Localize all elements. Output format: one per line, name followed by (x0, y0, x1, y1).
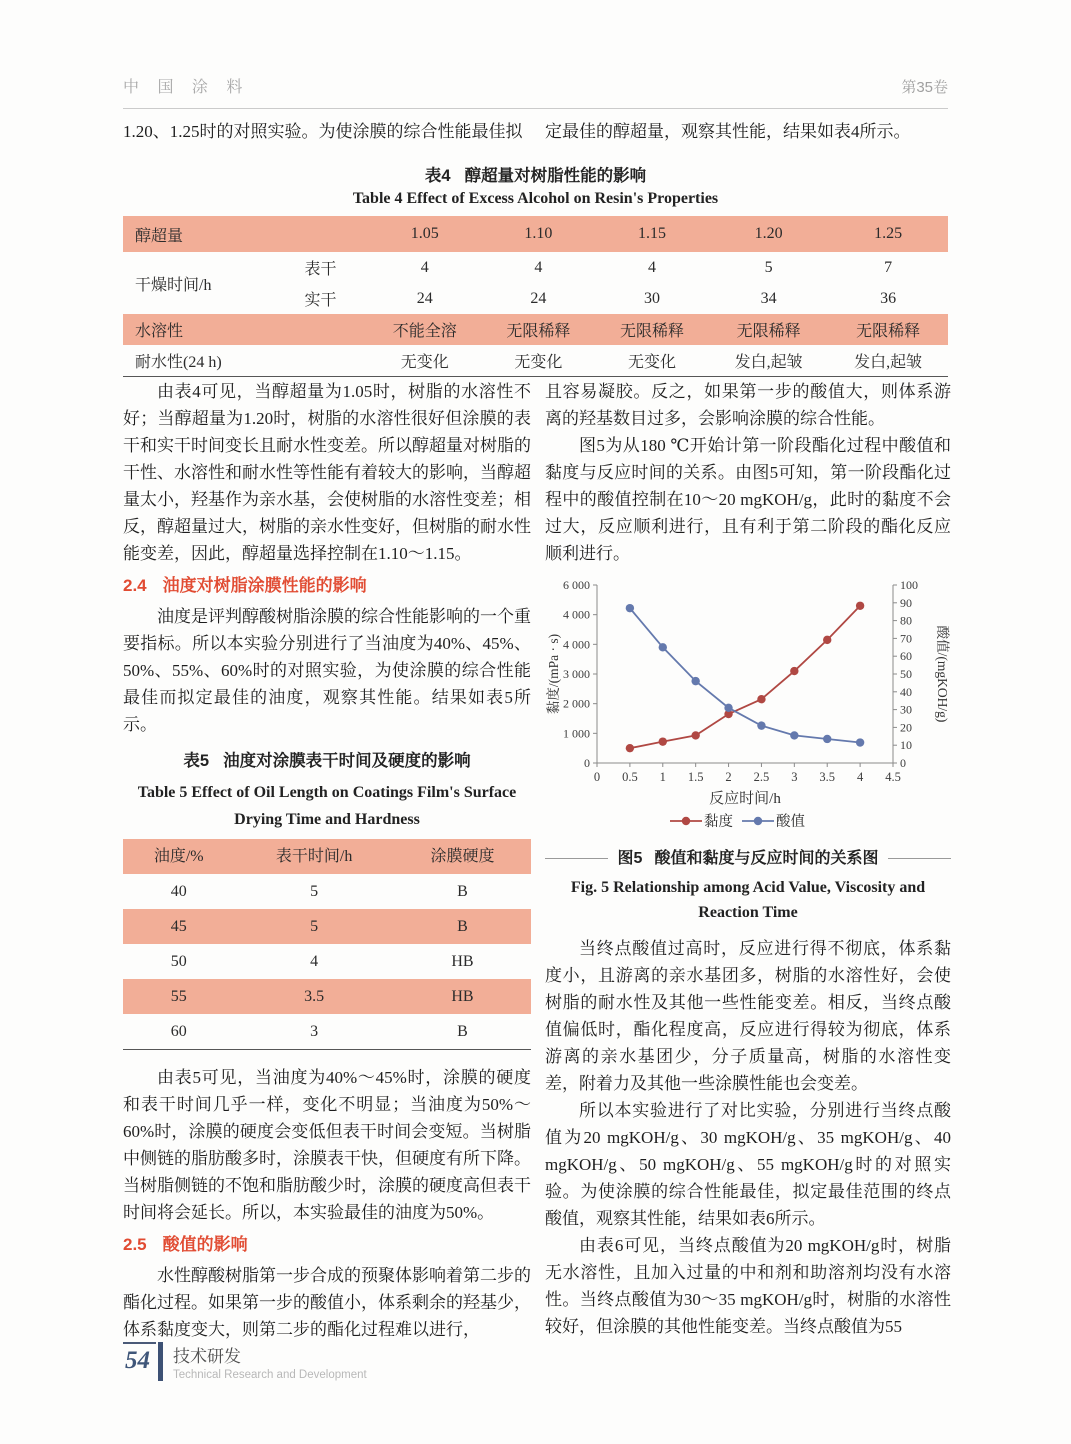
table4-row-label: 水溶性 (135, 323, 184, 340)
table4-header-value: 1.25 (874, 225, 903, 242)
table4-number: 表4 (424, 167, 451, 185)
table4-row-label: 耐水性(24 h) (123, 345, 368, 377)
y-tick-label: 3 000 (563, 667, 590, 681)
y-axis-title-left: 黏度/(mPa · s) (546, 633, 561, 715)
paragraph: 图5为从180 ℃开始计第一阶段酯化过程中酸值和黏度与反应时间的关系。由图5可知，第一阶段酯化过程中的酸值控制在10～20 mgKOH/g，此时的黏度不会过大，反应顺利进行，且有利于第二阶段的酯化反应顺利进行。 (545, 436, 951, 563)
section-heading-2-4 (123, 572, 531, 599)
table4-cell: 5 (764, 258, 773, 276)
table4-title-text: 醇超量对树脂性能的影响 (464, 167, 647, 185)
table4-title-en: Table 4 Effect of Excess Alcohol on Resin's Properties (352, 190, 719, 207)
paragraph: 且容易凝胶。反之，如果第一步的酸值大，则体系游离的羟基数目过多，会影响涂膜的综合性能。 (545, 382, 951, 428)
body-line-right: 定最佳的醇超量，观察其性能，结果如表4所示。 (545, 122, 911, 141)
data-point (659, 737, 667, 745)
table5-cell: 4 (310, 953, 319, 970)
table4-row-water-resistance (123, 345, 948, 377)
table4-cell: 无变化 (368, 345, 482, 377)
table4-cell: 7 (884, 258, 893, 276)
table5-title-cn (123, 748, 531, 775)
data-point (757, 695, 765, 703)
table5-cell: 40 (170, 883, 187, 900)
footer-section (173, 1342, 367, 1381)
table5-cell: B (457, 883, 468, 900)
paragraph: 由表5可见，当油度为40%～45%时，涂膜的硬度和表干时间几乎一样，变化不明显；当油度为50%～60%时，涂膜的硬度会变低但表干时间会变短。当树脂中侧链的脂肪酸多时，涂膜表干快，但硬度有所下降。当树脂侧链的不饱和脂肪酸少时，涂膜的硬度高但表干时间将会延长。所以，本实验最佳的油度为50%。 (123, 1068, 531, 1222)
footer-divider (158, 1342, 163, 1381)
table4-row-surface-dry (123, 252, 948, 283)
data-point (823, 735, 831, 743)
paragraph: 由表6可见，当终点酸值为20 mgKOH/g时，树脂无水溶性，且加入过量的中和剂和助溶剂均没有水溶性。当终点酸值为30～35 mgKOH/g时，树脂的水溶性较好，但涂膜的其他性能变差。当终点酸值为55 (545, 1236, 951, 1336)
series-line-viscosity (630, 606, 860, 748)
data-point (856, 738, 864, 746)
data-point (823, 636, 831, 644)
table4-header-value: 1.10 (524, 225, 553, 242)
table5-row (123, 874, 531, 909)
right-column (545, 378, 951, 1340)
table5-row (123, 979, 531, 1014)
figure5-caption-en (545, 875, 951, 925)
table5-number: 表5 (183, 752, 210, 770)
table4-header-value: 1.15 (637, 225, 666, 242)
x-tick-label: 0.5 (622, 770, 638, 784)
page-footer (123, 1342, 367, 1381)
table5-title-text: 油度对涂膜表干时间及硬度的影响 (223, 752, 471, 770)
table4-drying-label: 干燥时间/h (135, 276, 212, 294)
body-line-left: 1.20、1.25时的对照实验。为使涂膜的综合性能最佳拟 (123, 122, 523, 141)
data-point (659, 643, 667, 651)
y-tick-label: 90 (900, 595, 912, 610)
paragraph: 水性醇酸树脂第一步合成的预聚体影响着第二步的酯化过程。如果第一步的酸值小，体系剩余的羟基少，体系黏度变大，则第二步的酯化过程难以进行， (123, 1266, 531, 1339)
x-tick-label: 4 (856, 770, 864, 784)
table4-cell: 发白,起皱 (828, 345, 948, 377)
page-number-box (123, 1342, 156, 1381)
table4-cell: 24 (416, 289, 433, 307)
table5-cell: B (457, 918, 468, 935)
y-axis-title-right: 酸值/(mgKOH/g) (935, 625, 950, 723)
table5-cell: 5 (310, 918, 319, 935)
y-tick-label: 40 (900, 684, 912, 699)
legend-label: 酸值 (776, 814, 805, 830)
data-point (757, 721, 765, 729)
x-tick-label: 1.5 (687, 770, 704, 784)
y-tick-label: 0 (584, 756, 590, 770)
table4-cell: 24 (530, 289, 547, 307)
data-point (691, 677, 699, 685)
table5-cell: HB (451, 988, 474, 1005)
paragraph: 由表4可见，当醇超量为1.05时，树脂的水溶性不好；当醇超量为1.20时，树脂的水溶性很好但涂膜的表干和实干时间变长且耐水性变差。所以醇超量对树脂的干性、水溶性和耐水性等性能有着较大的影响，当醇超量太小，羟基作为亲水基，会使树脂的水溶性变差；相反，醇超量过大，树脂的亲水性变好，但树脂的耐水性能变差，因此，醇超量选择控制在1.10～1.15。 (123, 382, 531, 563)
table5-header-row (123, 839, 531, 874)
header-rule (123, 108, 948, 109)
table4-cell: 30 (643, 289, 660, 307)
x-axis-title: 反应时间/h (709, 791, 781, 807)
paragraph: 当终点酸值过高时，反应进行得不彻底，体系黏度小，且游离的亲水基团多，树脂的水溶性好，会使树脂的耐水性及其他一些性能变差。相反，当终点酸值偏低时，酯化程度高，反应进行得较为彻底，体系游离的亲水基团少，分子质量高，树脂的水溶性变差，附着力及其他一些涂膜性能也会变差。 (545, 939, 951, 1093)
section-title: 酸值的影响 (162, 1235, 248, 1254)
y-tick-label: 10 (900, 738, 912, 753)
x-tick-label: 1 (659, 770, 666, 784)
table5-body (123, 839, 531, 1050)
figure5-number: 图5 (617, 850, 643, 867)
x-tick-label: 3.5 (819, 770, 836, 784)
table5-header-cell: 涂膜硬度 (430, 848, 495, 865)
paragraph: 所以本实验进行了对比实验，分别进行当终点酸值为20 mgKOH/g、30 mgKOH/g、35 mgKOH/g、40 mgKOH/g、50 mgKOH/g、55 mgKOH/g时的对照实验。为使涂膜的综合性能最佳，拟定最佳范围的终点酸值，观察其性能，结果如表6所示。 (545, 1101, 951, 1228)
table4-cell: 36 (880, 289, 897, 307)
table4-cell: 4 (534, 258, 543, 276)
table4-cell: 无变化 (482, 345, 596, 377)
table5-cell: 50 (170, 953, 187, 970)
table5-cell: 5 (310, 883, 319, 900)
left-column (123, 378, 531, 1343)
page-header (123, 74, 948, 97)
table4-cell: 4 (647, 258, 656, 276)
table4-row-solubility (123, 314, 948, 345)
table5-row (123, 944, 531, 979)
table5-row (123, 909, 531, 944)
table4-sub-label: 表干 (304, 261, 337, 278)
section-number: 2.4 (123, 576, 147, 595)
legend-label: 黏度 (704, 814, 733, 830)
x-tick-label: 2 (725, 770, 732, 784)
section-number: 2.5 (123, 1235, 147, 1254)
data-point (724, 704, 732, 712)
y-tick-label: 70 (900, 631, 912, 646)
data-point (626, 604, 634, 612)
table5-cell: B (394, 1014, 531, 1050)
figure5-caption-text: 酸值和黏度与反应时间的关系图 (654, 850, 879, 867)
y-tick-label: 50 (900, 667, 912, 681)
y-tick-label: 2 000 (563, 696, 590, 711)
y-tick-label: 0 (900, 756, 906, 770)
table4-header-value: 1.05 (410, 225, 439, 242)
table4-header-label: 醇超量 (135, 227, 184, 245)
paragraph: 油度是评判醇酸树脂涂膜的综合性能影响的一个重要指标。所以本实验分别进行了当油度为40%、45%、50%、55%、60%时的对照实验，为使涂膜的综合性能最佳而拟定最佳的油度，观察其性能。结果如表5所示。 (123, 607, 531, 734)
table4-cell: 无限稀释 (736, 323, 801, 340)
volume-label: 第35卷 (901, 79, 948, 96)
table4-cell: 无限稀释 (856, 323, 921, 340)
y-tick-label: 80 (900, 613, 912, 628)
table4-header-row (123, 216, 948, 252)
y-tick-label: 4 000 (563, 637, 590, 652)
data-point (626, 744, 634, 752)
figure5-caption-en-line2: Reaction Time (698, 904, 798, 921)
figure5-chart (545, 573, 951, 835)
table4-cell: 34 (760, 289, 777, 307)
table5-cell: 55 (170, 988, 187, 1005)
page-number: 54 (125, 1347, 150, 1374)
legend-marker-viscosity (682, 817, 690, 825)
data-point (856, 602, 864, 610)
x-tick-label: 2.5 (753, 770, 770, 784)
y-tick-label: 1 000 (563, 726, 590, 741)
table5-row (123, 1014, 531, 1050)
data-point (691, 731, 699, 739)
table4-cell: 发白,起皱 (709, 345, 829, 377)
section-title: 油度对树脂涂膜性能的影响 (162, 576, 367, 595)
y-tick-label: 20 (900, 720, 912, 735)
footer-section-en: Technical Research and Development (173, 1369, 367, 1381)
table4-cell: 4 (420, 258, 429, 276)
table5-cell: 60 (123, 1014, 234, 1050)
figure5 (545, 573, 951, 925)
table5-cell: 3 (234, 1014, 394, 1050)
table5-header-cell: 油度/% (153, 848, 204, 865)
x-tick-label: 4.5 (885, 770, 901, 784)
caption-rule-right (888, 858, 951, 859)
data-point (790, 731, 798, 739)
table4-cell: 无限稀释 (619, 323, 684, 340)
table5 (123, 839, 531, 1050)
series-line-acid-value (630, 608, 860, 742)
table5-cell: 3.5 (304, 988, 325, 1005)
table4-header-value: 1.20 (754, 225, 783, 242)
footer-section-cn: 技术研发 (173, 1347, 241, 1366)
table4-cell: 不能全溶 (392, 323, 457, 340)
x-tick-label: 0 (593, 770, 601, 784)
table4-title-cn (123, 162, 948, 186)
figure5-caption-en-line1: Fig. 5 Relationship among Acid Value, Viscosity and (570, 879, 926, 896)
table4-sub-label: 实干 (304, 292, 337, 309)
table5-title-en-line1: Table 5 Effect of Oil Length on Coatings Film's Surface (137, 784, 517, 801)
table5-title-en-line2: Drying Time and Hardness (234, 811, 420, 828)
caption-rule-left (545, 858, 608, 859)
y-tick-label: 60 (900, 649, 912, 664)
y-tick-label: 4 000 (563, 607, 590, 622)
y-tick-label: 6 000 (563, 578, 590, 592)
data-point (790, 667, 798, 675)
table5-cell: 45 (170, 918, 187, 935)
figure5-caption-cn (545, 845, 951, 872)
table4-section (123, 162, 948, 377)
table5-header-cell: 表干时间/h (275, 848, 353, 865)
table5-section (123, 748, 531, 833)
table4 (123, 216, 948, 377)
table5-cell: HB (451, 953, 474, 970)
table4-cell: 无限稀释 (506, 323, 571, 340)
section-heading-2-5 (123, 1231, 531, 1258)
y-tick-label: 30 (900, 702, 912, 717)
x-tick-label: 3 (791, 770, 798, 784)
table4-cell: 无变化 (595, 345, 709, 377)
y-tick-label: 100 (900, 578, 918, 592)
journal-name: 中 国 涂 料 (123, 79, 250, 96)
legend-marker-acid-value (754, 817, 762, 825)
